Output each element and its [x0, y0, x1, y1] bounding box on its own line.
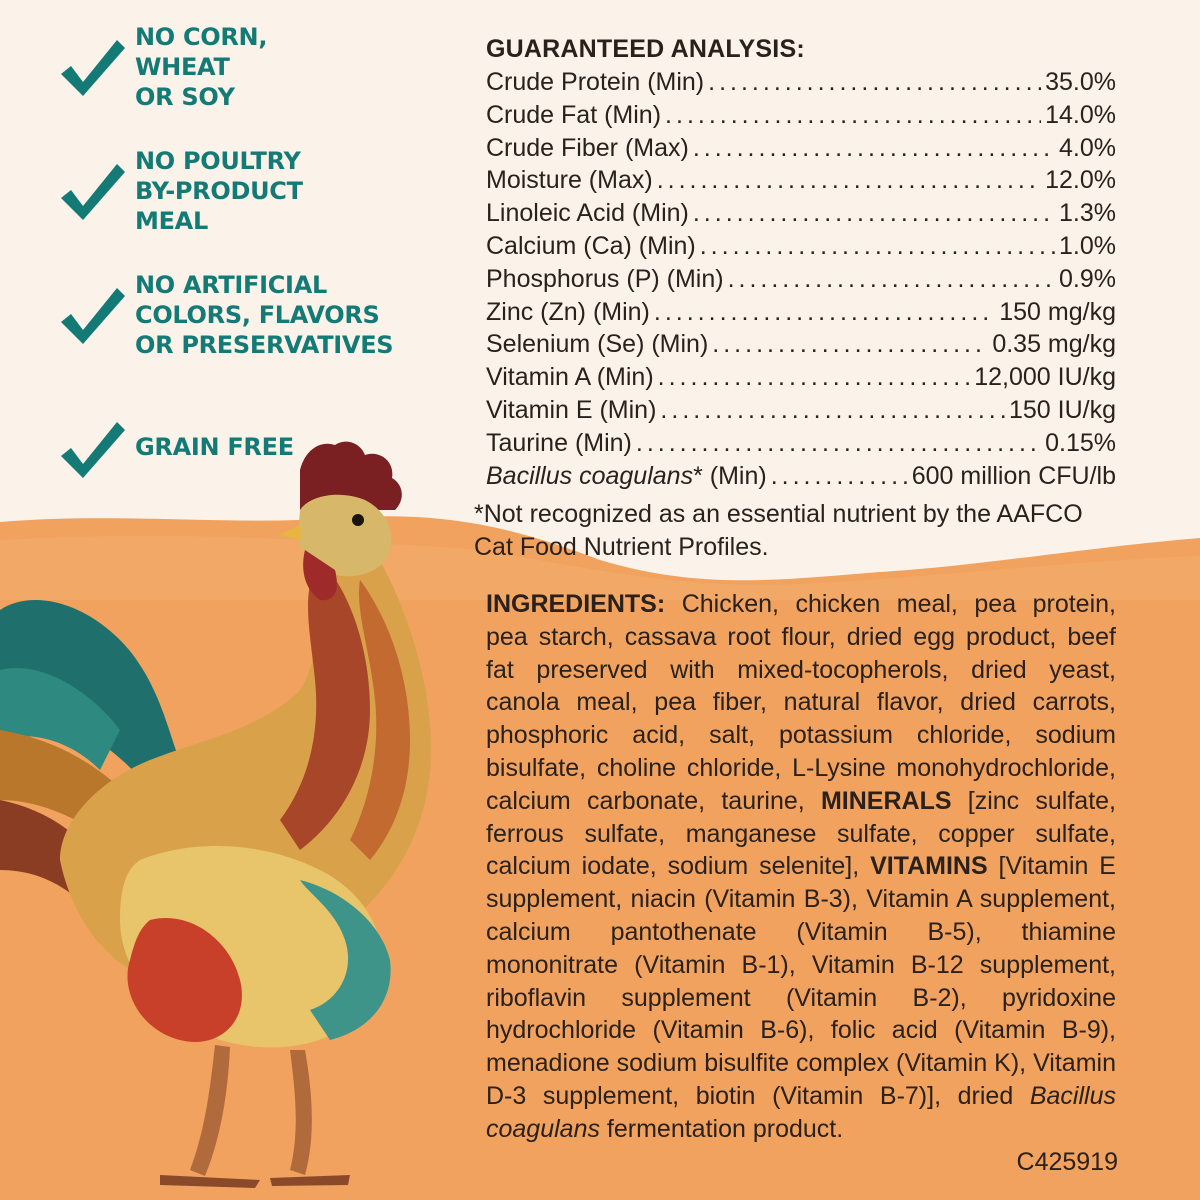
analysis-label: Moisture (Max): [486, 166, 653, 195]
analysis-label: Bacillus coagulans* (Min): [486, 461, 767, 490]
leader-dots: [728, 263, 1055, 296]
analysis-label: Crude Protein (Min): [486, 68, 705, 96]
leader-dots: [657, 164, 1041, 197]
analysis-value: 0.9%: [1059, 264, 1116, 293]
analysis-value: 0.15%: [1045, 428, 1116, 457]
analysis-label: Vitamin A (Min): [486, 363, 654, 392]
analysis-value: 14.0%: [1045, 100, 1116, 129]
analysis-value: 12.0%: [1045, 166, 1116, 195]
analysis-value: 0.35 mg/kg: [992, 330, 1116, 359]
leader-dots: [693, 197, 1055, 230]
analysis-label: Crude Fiber (Max): [486, 133, 689, 162]
analysis-row: [486, 328, 1116, 361]
product-code: C425919: [1016, 1148, 1118, 1176]
ingredients-text: INGREDIENTS: Chicken, chicken meal, pea protein, pea starch, cassava root flour, dried egg product, beef fat preserved with mixed-tocopherols, dried yeast, canola meal, pea fiber, natural flavor, dried carrots, phosphoric acid, salt, potassium chloride, sodium bisulfate, choline chloride, L-Lysine monohydrochloride, calcium carbonate, taurine, MINERALS [zinc sulfate, ferrous sulfate, manganese sulfate, copper sulfate, calcium iodate, sodium selenite], VITAMINS [Vitamin E supplement, niacin (Vitamin B-3), Vitamin A supplement, calcium pantothenate (Vitamin B-5), thiamine mononitrate (Vitamin B-1), Vitamin B-12 supplement, riboflavin supplement (Vitamin B-2), pyridoxine hydrochloride (Vitamin B-6), folic acid (Vitamin B-9), menadione sodium bisulfite complex (Vitamin K), Vitamin D-3 supplement, biotin (Vitamin B-7)], dried Bacillus coagulans fermentation product.: [486, 590, 1116, 1143]
analysis-row: [486, 99, 1116, 132]
claim-text: GRAIN FREE: [135, 433, 294, 461]
check-icon: [55, 278, 127, 350]
leader-dots: [771, 460, 908, 493]
analysis-value: 150 mg/kg: [999, 297, 1116, 326]
claim-no-poultry-by-product: [55, 146, 435, 236]
rooster-illustration: [0, 440, 470, 1200]
analysis-label: Selenium (Se) (Min): [486, 330, 709, 359]
check-icon: [55, 30, 127, 102]
check-icon: [55, 154, 127, 226]
claim-text: NO CORN, WHEAT OR SOY: [135, 23, 268, 111]
claim-no-corn-wheat-soy: [55, 22, 435, 112]
analysis-value: 35.0%: [1045, 68, 1116, 96]
analysis-row: [486, 427, 1116, 460]
analysis-row: [486, 66, 1116, 99]
analysis-value: 4.0%: [1059, 133, 1116, 162]
aafco-footnote: *Not recognized as an essential nutrient by the AAFCO Cat Food Nutrient Profiles.: [474, 500, 1083, 561]
claim-text: NO POULTRY BY-PRODUCT MEAL: [135, 147, 303, 235]
leader-dots: [693, 132, 1055, 165]
analysis-row: [486, 197, 1116, 230]
analysis-row-bacillus: [486, 460, 1116, 493]
analysis-value: 600 million CFU/lb: [911, 461, 1116, 490]
analysis-label: Crude Fat (Min): [486, 100, 662, 129]
bacillus-name: Bacillus coagulans: [486, 1081, 1116, 1143]
analysis-row: [486, 263, 1116, 296]
analysis-value: 12,000 IU/kg: [974, 363, 1116, 392]
leader-dots: [708, 66, 1041, 99]
analysis-label: Taurine (Min): [486, 428, 632, 457]
analysis-row: [486, 394, 1116, 427]
vitamins-label: VITAMINS: [870, 852, 988, 881]
analysis-row: [486, 132, 1116, 165]
analysis-label: Vitamin E (Min): [486, 395, 657, 424]
claim-grain-free: [55, 404, 435, 494]
analysis-row: [486, 164, 1116, 197]
guaranteed-analysis: [486, 32, 1116, 492]
leader-dots: [636, 427, 1041, 460]
leader-dots: [658, 361, 971, 394]
leader-dots: [654, 296, 995, 329]
analysis-row: [486, 361, 1116, 394]
claim-no-artificial: [55, 270, 435, 360]
leader-dots: [660, 394, 1005, 427]
analysis-row: [486, 296, 1116, 329]
analysis-value: 1.0%: [1059, 231, 1116, 260]
analysis-label: Phosphorus (P) (Min): [486, 264, 724, 293]
analysis-title: GUARANTEED ANALYSIS:: [486, 35, 805, 63]
analysis-label: Zinc (Zn) (Min): [486, 297, 650, 326]
analysis-label: Calcium (Ca) (Min): [486, 231, 696, 260]
analysis-value: 150 IU/kg: [1008, 395, 1116, 424]
leader-dots: [665, 99, 1041, 132]
minerals-label: MINERALS: [820, 786, 952, 815]
analysis-label: Linoleic Acid (Min): [486, 199, 689, 228]
leader-dots: [700, 230, 1055, 263]
analysis-row: [486, 230, 1116, 263]
ingredients-label: INGREDIENTS:: [486, 590, 666, 618]
analysis-value: 1.3%: [1059, 199, 1116, 228]
claim-text: NO ARTIFICIAL COLORS, FLAVORS OR PRESERVATIVES: [135, 271, 394, 359]
check-icon: [55, 412, 127, 484]
leader-dots: [712, 328, 988, 361]
